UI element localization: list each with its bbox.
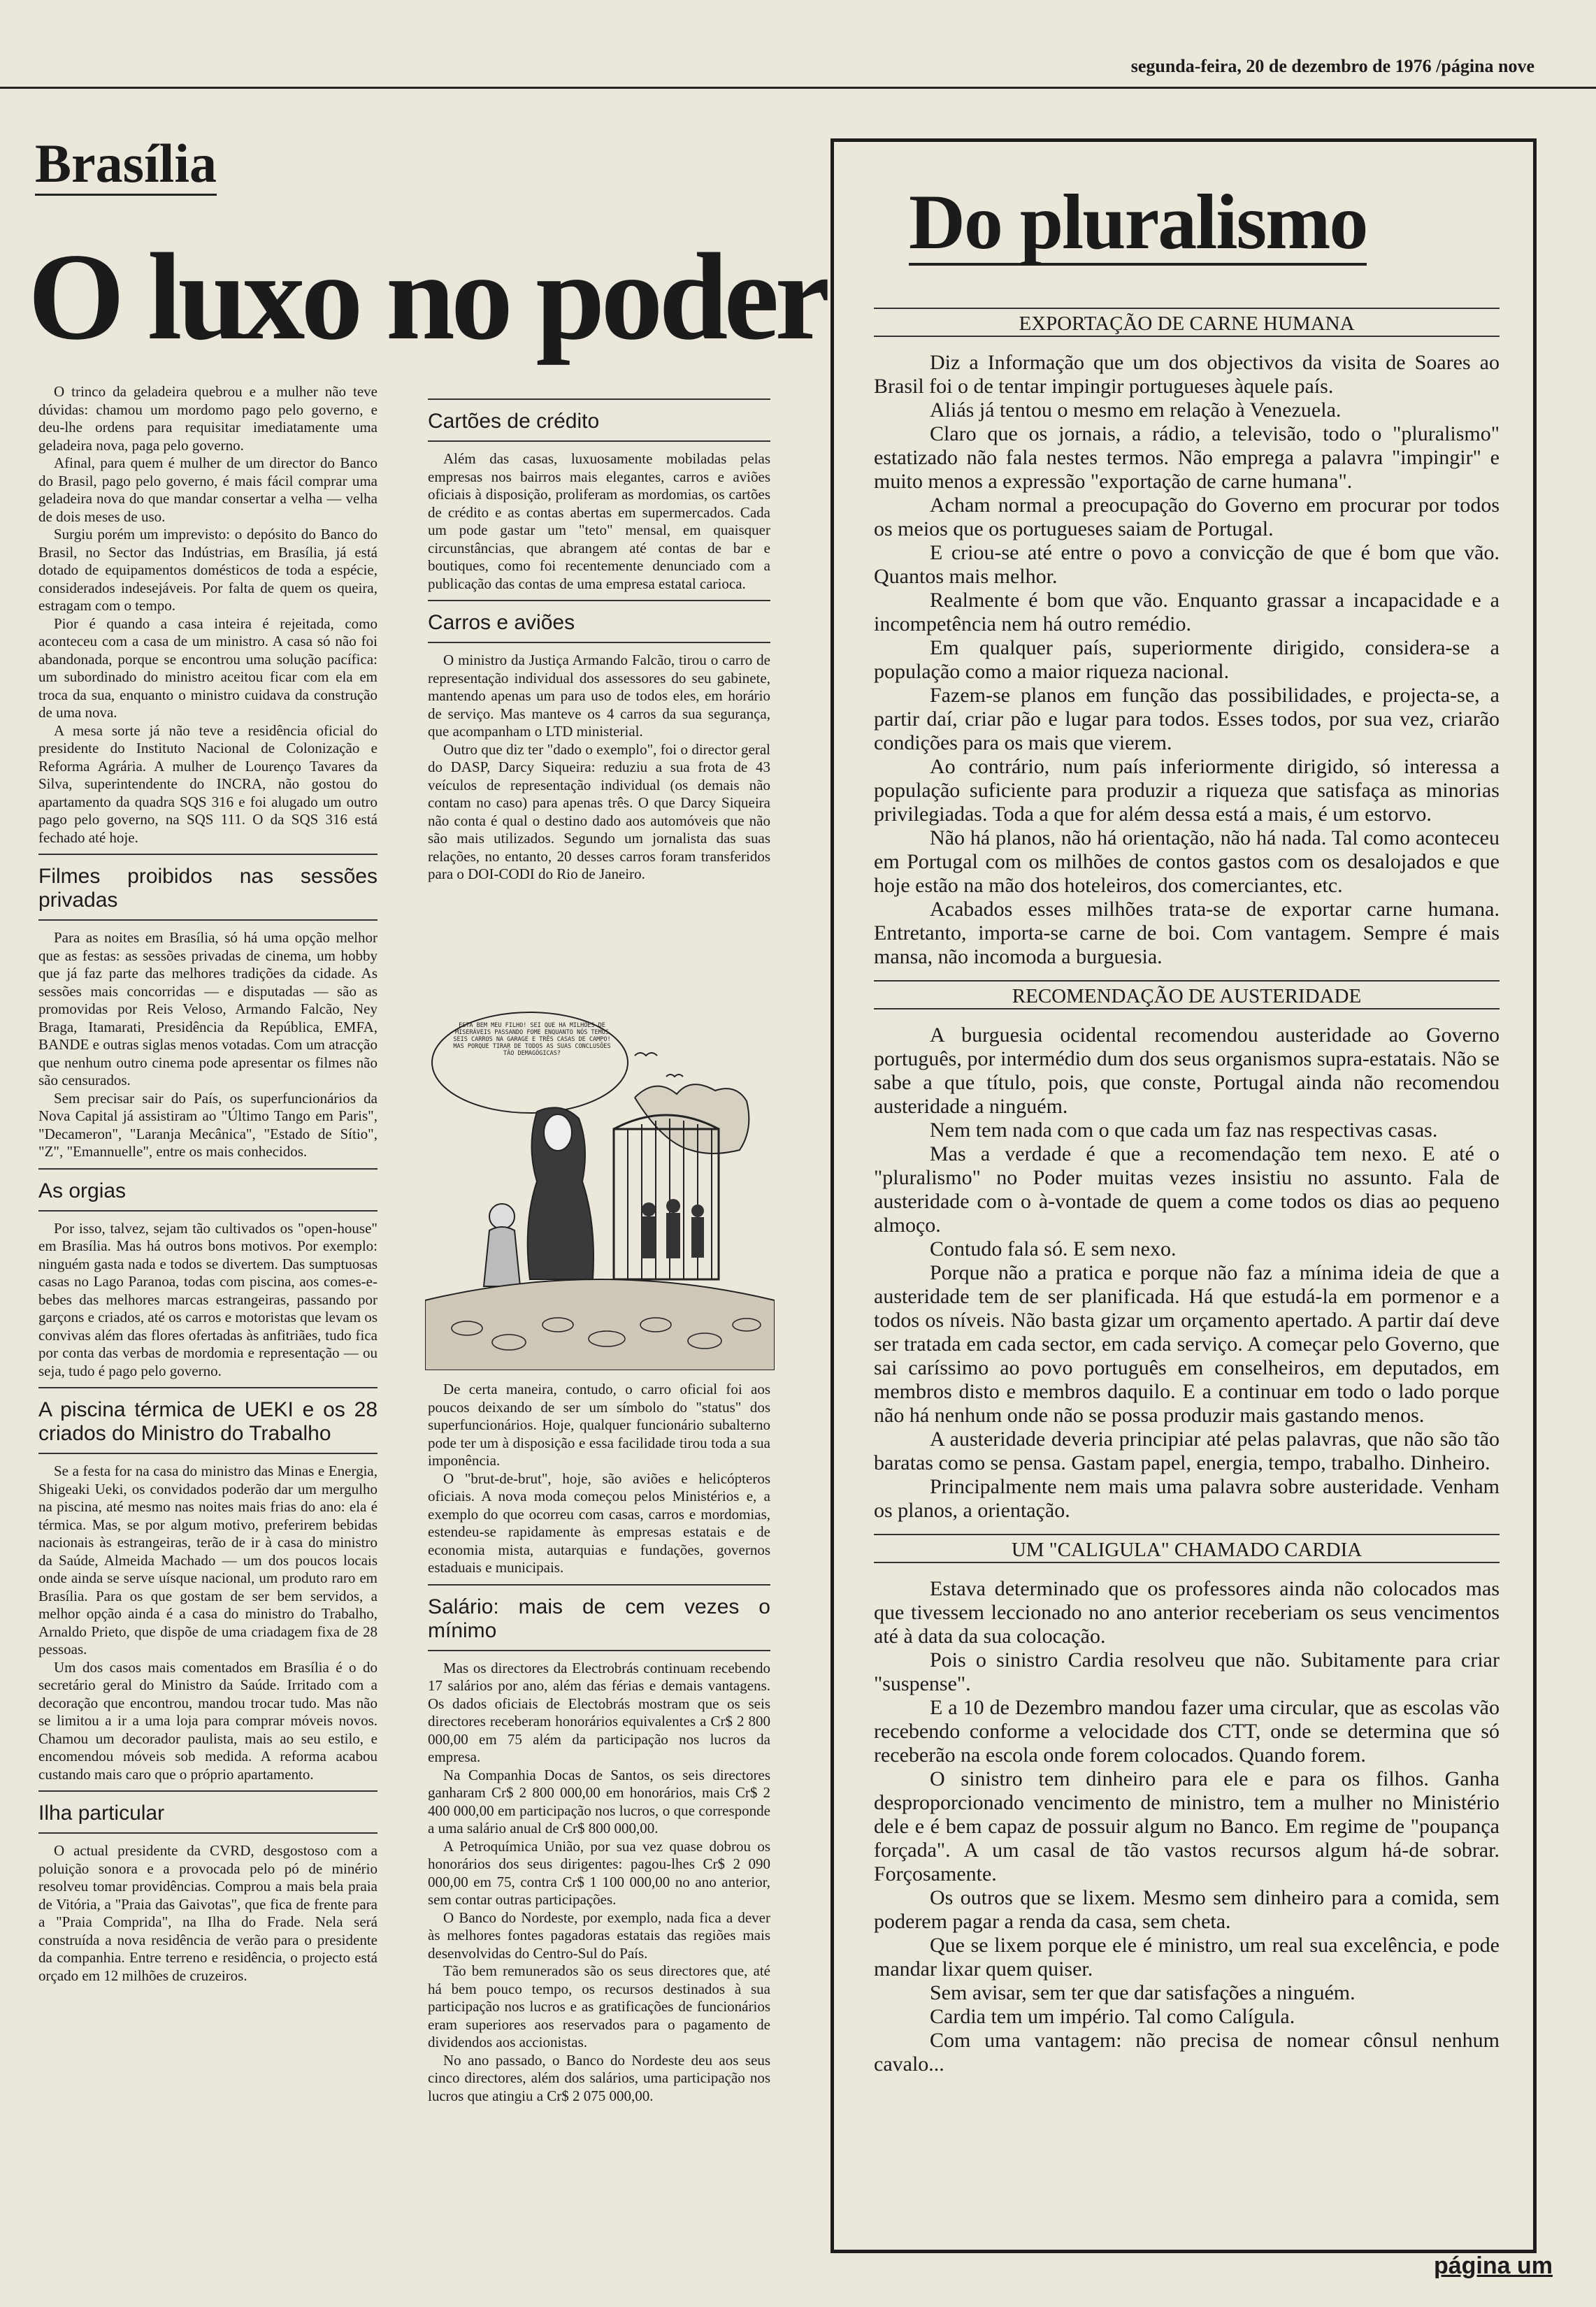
editorial-paragraph: Porque não a pratica e porque não faz a mínima ideia de que a austeridade tem de ser planificada. Há que estudá-la em pormenor e a todos os níveis. Não basta gizar um orçamento apertado. A partir daí deve ser tratada em cada sector, em cada serviço. A começar pelo Governo, que sai caríssimo ao povo português em conselheiros, em deputados, em membros disto e membros daquilo. E a continuar em todo o lado porque não há nenhum onde não se possa produzir mais gastando menos.	[874, 1261, 1500, 1427]
paragraph: Mas os directores da Electrobrás continuam recebendo 17 salários por ano, além das férias e demais vantagens. Os dados oficiais de Electobrás mostram que os seis directores receberam honorários equivalentes a Cr$ 2 800 000,00 em 75 além da participação nos lucros da empresa.	[428, 1659, 770, 1765]
subhead-salario: Salário: mais de cem vezes o mínimo	[428, 1595, 770, 1642]
section-divider	[38, 1168, 378, 1170]
paragraph: O actual presidente da CVRD, desgostoso com a poluição sonora e a provocada pelo pó de minério resolveu tomar providências. Comprou a mais bela praia de Vitória, a "Praia das Gaivotas", que fica de frente para a "Praia Comprida", na Ilha do Frade. Nela será construída a nova residência de verão para o presidente da companhia. Entre terreno e residência, o projecto está orçado em 12 milhões de cruzeiros.	[38, 1842, 378, 1984]
article-column-left	[38, 383, 378, 1985]
editorial-paragraph: Que se lixem porque ele é ministro, um real sua excelência, e pode mandar lixar quem quiser.	[874, 1934, 1500, 1981]
subhead-piscina: A piscina térmica de UEKI e os 28 criados do Ministro do Trabalho	[38, 1398, 378, 1445]
subhead-ilha: Ilha particular	[38, 1802, 165, 1825]
editorial-paragraph: Não há planos, não há orientação, não há nada. Tal como aconteceu em Portugal com os milhões de contos gastos com os desalojados e que hoje estão na mão dos hoteleiros, dos comerciantes, etc.	[874, 826, 1500, 897]
article-column-middle	[428, 391, 770, 884]
section-divider	[38, 1790, 378, 1792]
editorial-paragraph: Cardia tem um império. Tal como Calígula.	[930, 2005, 1295, 2028]
main-headline: O luxo no poder	[28, 227, 826, 366]
cartoon-drawing	[425, 1007, 775, 1370]
paragraph: A mesa sorte já não teve a residência oficial do presidente do Instituto Nacional de Colonização e Reforma Agrária. A mulher de Lourenço Tavares da Silva, superintendente do INCRA, não gostou do apartamento da quadra SQS 316 e foi alugado um outro pago pelo governo, na SQS 111. O da SQS 316 está fechado até hoje.	[38, 721, 378, 846]
paragraph: O "brut-de-brut", hoje, são aviões e helicópteros oficiais. A nova moda começou pelos Ministérios e, a exemplo do que ocorreu com casas, carros e mordomias, estendeu-se rapidamente às empresas estatais e de economia mista, autarquias e fundações, governos estaduais e municipais.	[428, 1469, 770, 1576]
paragraph: Além das casas, luxuosamente mobiladas pelas empresas nos bairros mais elegantes, carros e aviões oficiais à disposição, proliferam as mordomias, os cartões de crédito e as contas abertas em supermercados. Cada um pode gastar um "teto" mensal, em quaisquer circunstâncias, que abrangem até contas de bar e boutiques, como foi recentemente denunciado com a publicação das contas de uma empresa estatal carioca.	[428, 450, 770, 592]
editorial-paragraph: A austeridade deveria principiar até pelas palavras, que não são tão baratas como se pensa. Gastam papel, energia, tempo, trabalho. Dinheiro.	[874, 1428, 1500, 1474]
section-divider	[428, 398, 770, 400]
section-divider	[428, 440, 770, 442]
paragraph: Tão bem remunerados são os seus directores que, até há bem pouco tempo, os recursos destinados à sua participação nos lucros e as gratificações de funcionários eram superiores aos reservados para o pagamento de dividendos aos accionistas.	[428, 1962, 770, 2050]
cartoon-speech-text: ESTA BEM MEU FILHO! SEI QUE HÁ MILHÕES DE MISERÁVEIS PASSANDO FOME ENQUANTO NÓS TEMOS SEIS CARROS NA GARAGE E TRÊS CASAS DE CAMPO! MAS PORQUE TIRAR DE TODOS AS SUAS CONCLUSÕES TÃO DEMAGÓGICAS?	[453, 1022, 611, 1057]
subhead-orgias: As orgias	[38, 1179, 127, 1202]
editorial-section-heading: RECOMENDAÇÃO DE AUSTERIDADE	[874, 980, 1500, 1009]
editorial-paragraph: Contudo fala só. E sem nexo.	[930, 1237, 1177, 1260]
editorial-section-heading: EXPORTAÇÃO DE CARNE HUMANA	[874, 308, 1500, 337]
section-divider	[38, 1210, 378, 1212]
section-divider	[38, 1453, 378, 1454]
page-reference: página um	[1433, 2252, 1553, 2279]
section-divider	[428, 1584, 770, 1586]
paragraph: Na Companhia Docas de Santos, os seis directores ganharam Cr$ 2 800 000,00 em honorários, mais Cr$ 2 400 000,00 em participação nos lucros, o que corresponde a uma salário anual de Cr$ 800 000,00.	[428, 1766, 770, 1837]
paragraph: O ministro da Justiça Armando Falcão, tirou o carro de representação individual dos assessores do seu gabinete, mantendo apenas um para uso de todos eles, em horário de serviço. Mas manteve os 4 carros da sua segurança, que acompanham o LTD ministerial.	[428, 652, 770, 740]
editorial-section-heading: UM "CALIGULA" CHAMADO CARDIA	[874, 1534, 1500, 1563]
paragraph: De certa maneira, contudo, o carro oficial foi aos poucos deixando de ser um símbolo do "status" dos superfuncionários. Hoje, qualquer funcionário subalterno pode ter um à disposição e essa facilidade tirou toda a sua imponência.	[428, 1381, 770, 1469]
editorial-paragraph: Claro que os jornais, a rádio, a televisão, todo o "pluralismo" estatizado não fala nestes termos. Não emprega a palavra "impingir" e muito menos a expressão "exportação de carne humana".	[874, 422, 1500, 493]
article-column-middle-continued	[428, 1381, 770, 2105]
editorial-paragraph: Fazem-se planos em função das possibilidades, e projecta-se, a partir daí, criar pão e lugar para todos. Esses todos, por sua vez, criarão condições para os mais que vierem.	[874, 684, 1500, 754]
section-divider	[38, 919, 378, 921]
editorial-section-austeridade	[874, 1023, 1500, 1523]
section-kicker: Brasília	[35, 136, 217, 196]
editorial-paragraph: Estava determinado que os professores ainda não colocados mas que tivessem leccionado no ano anterior receberiam os seus vencimentos até à data da sua colocação.	[874, 1577, 1500, 1648]
editorial-paragraph: E a 10 de Dezembro mandou fazer uma circular, que as escolas vão recebendo conforme a velocidade dos CTT, onde se determina que só receberão na escola onde forem colocados. Quando forem.	[874, 1696, 1500, 1767]
issue-date-line: segunda-feira, 20 de dezembro de 1976 /página nove	[1130, 56, 1534, 76]
editorial-paragraph: Nem tem nada com o que cada um faz nas respectivas casas.	[930, 1119, 1438, 1142]
paragraph: Para as noites em Brasília, só há uma opção melhor que as festas: as sessões privadas de cinema, um hobby que já faz parte das melhores tradições da cidade. As sessões mais concorridas — e disputadas — são as promovidas por Reis Veloso, Armando Falcão, Ney Braga, Itamarati, Presidência da República, EMFA, BANDE e outras siglas menos votadas. Com um atracção que nenhum outro cinema pode apresentar os filmes não são censurados.	[38, 929, 378, 1088]
section-divider	[38, 1832, 378, 1834]
editorial-paragraph: Acabados esses milhões trata-se de exportar carne humana. Entretanto, importa-se carne de boi. Com vantagem. Sempre é mais mansa, não incomoda a burguesia.	[874, 898, 1500, 968]
section-divider	[428, 642, 770, 643]
header-rule	[0, 87, 1596, 89]
paragraph: Sem precisar sair do País, os superfuncionários da Nova Capital já assistiram ao "Último Tango em Paris", "Decameron", "Laranja Mecânica", "Estado de Sítio", "Z", "Emannuelle", entre os mais conhecidos.	[38, 1089, 378, 1160]
paragraph: Um dos casos mais comentados em Brasília é o do secretário geral do Ministro da Saúde. Irritado com a decoração que encontrou, mandou trocar tudo. Mas não se limitou a ir a uma loja para comprar móveis novos. Chamou um decorador paulista, mais ao seu estilo, e encomendou móveis sob medida. A reforma acabou custando mais caro que o próprio apartamento.	[38, 1658, 378, 1783]
editorial-paragraph: Realmente é bom que vão. Enquanto grassar a incapacidade e a incompetência nem há outro remédio.	[874, 589, 1500, 635]
editorial-paragraph: Sem avisar, sem ter que dar satisfações a ninguém.	[930, 1981, 1356, 2004]
editorial-paragraph: Os outros que se lixem. Mesmo sem dinheiro para a comida, sem poderem pagar a renda da casa, sem cheta.	[874, 1886, 1500, 1933]
editorial-paragraph: Em qualquer país, superiormente dirigido, considera-se a população como a maior riqueza nacional.	[874, 636, 1500, 683]
subhead-carros: Carros e aviões	[428, 611, 575, 634]
paragraph: O trinco da geladeira quebrou e a mulher não teve dúvidas: chamou um mordomo pago pelo governo, e deu-lhe ordens para requisitar imediatamente uma geladeira nova, paga pelo governo.	[38, 383, 378, 454]
section-divider	[428, 1650, 770, 1651]
paragraph: O Banco do Nordeste, por exemplo, nada fica a dever às melhores fontes pagadoras estatais das regiões mais desenvolvidas do Centro-Sul do País.	[428, 1909, 770, 1962]
editorial-paragraph: E criou-se até entre o povo a convicção de que é bom que vão. Quantos mais melhor.	[874, 541, 1500, 588]
subhead-cartoes: Cartões de crédito	[428, 410, 600, 433]
editorial-paragraph: Acham normal a preocupação do Governo em procurar por todos os meios que os portugueses saiam de Portugal.	[874, 494, 1500, 540]
editorial-paragraph: Diz a Informação que um dos objectivos da visita de Soares ao Brasil foi o de tentar impingir portugueses àquele país.	[874, 351, 1500, 398]
editorial-paragraph: Aliás já tentou o mesmo em relação à Venezuela.	[930, 398, 1342, 422]
paragraph: Por isso, talvez, sejam tão cultivados os "open-house" em Brasília. Mas há outros bons motivos. Por exemplo: ninguém gasta nada e todos se divertem. Das sumptuosas casas no Lago Paranoa, todas com piscina, aos comes-e-bebes das melhores marcas estrangeiras, passando por garçons e criados, até os carros e motoristas que levam os convivas além das flores ofertadas às anfitriães, tudo fica por conta das verbas de mordomia e representação — ou seja, tudo é pago pelo governo.	[38, 1219, 378, 1379]
editorial-paragraph: Principalmente nem mais uma palavra sobre austeridade. Venham os planos, a orientação.	[874, 1475, 1500, 1522]
section-divider	[38, 854, 378, 855]
paragraph: A Petroquímica União, por sua vez quase dobrou os honorários dos seus dirigentes: pagou-lhes Cr$ 2 090 000,00 em 75, contra Cr$ 1 100 000,00 no ano anterior, sem contar outras participações.	[428, 1837, 770, 1908]
subhead-filmes: Filmes proibidos nas sessões privadas	[38, 865, 378, 912]
editorial-title: Do pluralismo	[909, 179, 1367, 266]
paragraph: Afinal, para quem é mulher de um director do Banco do Brasil, pago pelo governo, é mais fácil comprar uma geladeira nova do que mandar consertar a velha — velha de dois meses de uso.	[38, 454, 378, 525]
paragraph: No ano passado, o Banco do Nordeste deu aos seus cinco directores, além dos salários, uma participação nos lucros que atingiu a Cr$ 2 075 000,00.	[428, 2051, 770, 2104]
editorial-paragraph: Com uma vantagem: não precisa de nomear cônsul nenhum cavalo...	[874, 2029, 1500, 2076]
paragraph: Surgiu porém um imprevisto: o depósito do Banco do Brasil, no Sector das Indústrias, em Brasília, já está dotado de equipamentos domésticos de toda a espécie, considerados indesejáveis. Por falta de quem os queira, estragam com o tempo.	[38, 526, 378, 614]
section-divider	[38, 1387, 378, 1388]
editorial-section-exportacao	[874, 351, 1500, 969]
paragraph: Se a festa for na casa do ministro das Minas e Energia, Shigeaki Ueki, os convidados poderão dar um mergulho na piscina, até mesmo nas noites mais frias do ano: ela é térmica. Mas, se por algum motivo, preferirem bebidas nacionais às estrangeiras, terão de ir à casa do ministro da Saúde, Almeida Machado — um dos poucos locais onde ainda se serve uísque nacional, um produto raro em Brasília. Para os que gostam de ser bem servidos, a melhor opção ainda é a casa do ministro do Trabalho, Arnaldo Prieto, que dispõe de uma criadagem fixa de 28 pessoas.	[38, 1462, 378, 1658]
editorial-body	[874, 301, 1500, 2076]
editorial-section-caligula	[874, 1577, 1500, 2076]
paragraph: Outro que diz ter "dado o exemplo", foi o director geral do DASP, Darcy Siqueira: reduziu a sua frota de 43 veículos de representação individual (os demais não contam no caso) para apenas três. O que Darcy Siqueira não conta é qual o destino dado aos automóveis que não são mais utilizados. Segundo um jornalista das suas relações, no entanto, 20 desses carros foram transferidos para o DOI-CODI do Rio de Janeiro.	[428, 740, 770, 882]
editorial-paragraph: Pois o sinistro Cardia resolveu que não. Subitamente para criar "suspense".	[874, 1648, 1500, 1695]
editorial-paragraph: O sinistro tem dinheiro para ele e para os filhos. Ganha desproporcionado vencimento de ministro, tem a mulher no Ministério dele e é bem capaz de possuir algum no Banco. Em regime de "poupança forçada". A um casal de tão vastos recursos algum há-de sobrar. Forçosamente.	[874, 1767, 1500, 1885]
editorial-paragraph: A burguesia ocidental recomendou austeridade ao Governo português, por intermédio dum dos seus organismos supra-estatais. Não se sabe a que título, pois, que conste, Portugal ainda não recomendou austeridade a ninguém.	[874, 1023, 1500, 1118]
section-divider	[428, 600, 770, 601]
editorial-paragraph: Ao contrário, num país inferiormente dirigido, só interessa a população suficiente para produzir a riqueza que satisfaça as minorias privilegiadas. Toda a que for além dessa está a mais, é um estorvo.	[874, 755, 1500, 826]
cartoon-illustration	[425, 1007, 775, 1370]
editorial-paragraph: Mas a verdade é que a recomendação tem nexo. E até o "pluralismo" no Poder muitas vezes insistiu no assunto. Fala de austeridade com o à-vontade de quem a come todos os dias ao pequeno almoço.	[874, 1142, 1500, 1237]
paragraph: Pior é quando a casa inteira é rejeitada, como aconteceu com a casa de um ministro. A casa só não foi abandonada, porque se encontrou uma solução pacífica: um subordinado do ministro aceitou ficar com ela em troca da sua, enquanto o ministro cuidava da construção de uma nova.	[38, 615, 378, 721]
